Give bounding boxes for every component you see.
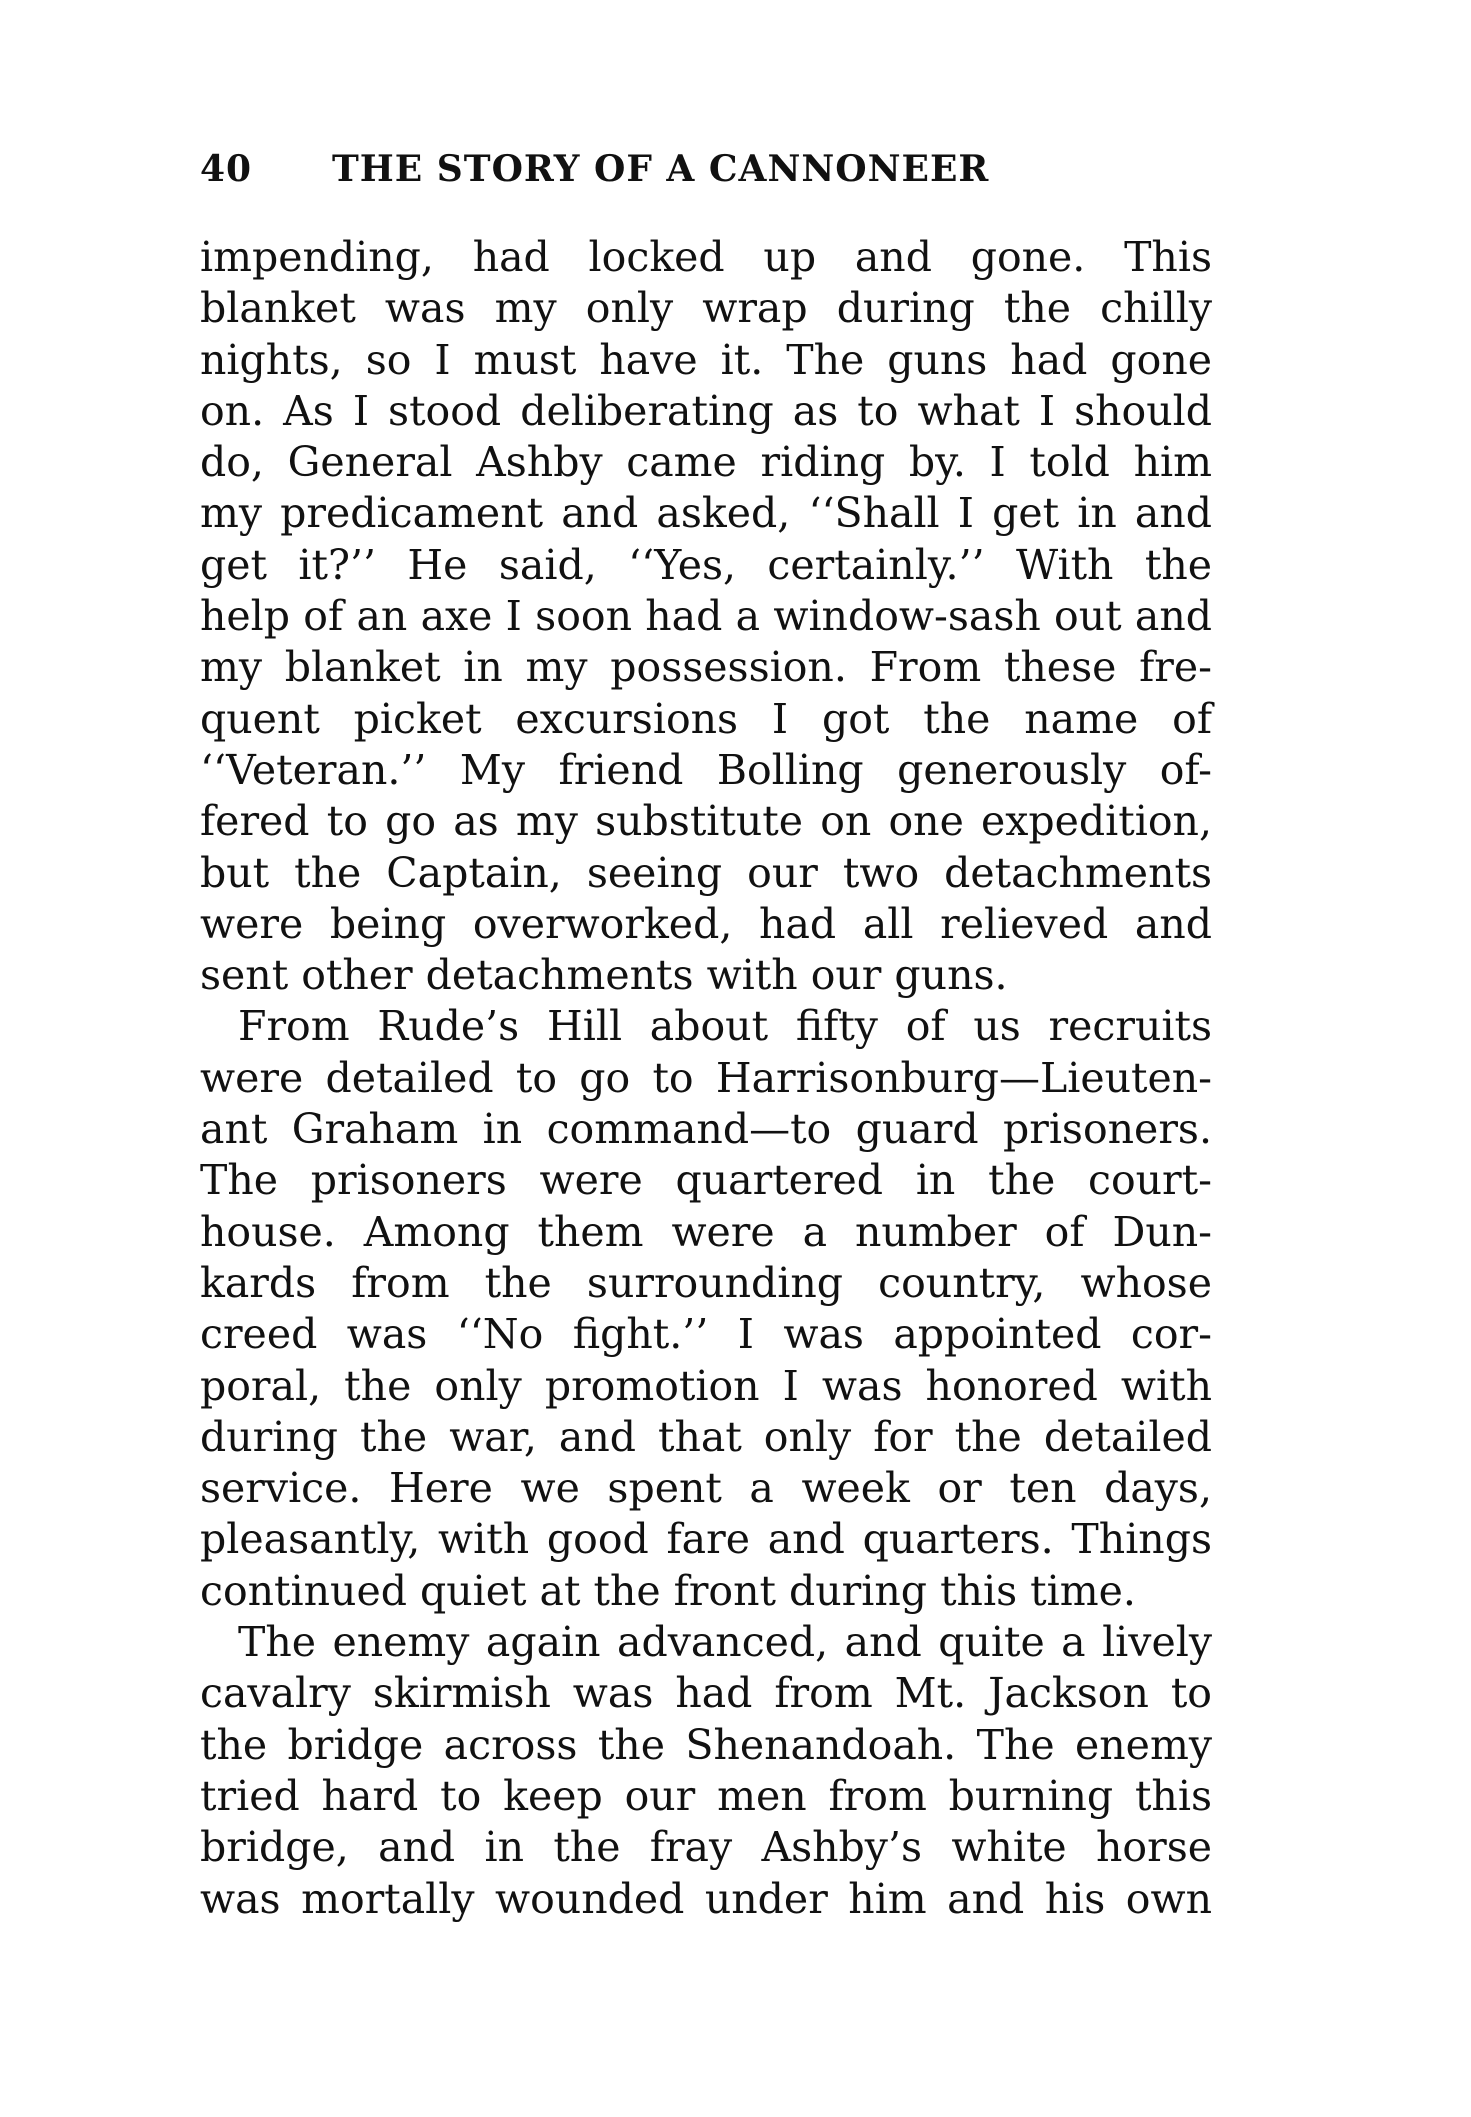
text-line: were being overworked, had all relieved and [200, 899, 1212, 948]
text-line: house. Among them were a number of Dun- [200, 1207, 1212, 1256]
running-title: THE STORY OF A CANNONEER [332, 148, 990, 190]
text-line: service. Here we spent a week or ten days, [200, 1464, 1212, 1513]
text-line: The enemy again advanced, and quite a lively [238, 1618, 1212, 1667]
paragraph [200, 1617, 1212, 1925]
text-line: do, General Ashby came riding by. I told him [200, 438, 1212, 487]
text-line: but the Captain, seeing our two detachments [200, 848, 1212, 897]
page-number: 40 [200, 148, 253, 190]
text-line: were detailed to go to Harrisonburg—Lieuten- [200, 1053, 1212, 1102]
text-line: creed was ‘‘No fight.’’ I was appointed cor- [200, 1310, 1212, 1359]
text-line: bridge, and in the fray Ashby’s white horse [200, 1823, 1212, 1872]
text-line: on. As I stood deliberating as to what I should [200, 386, 1212, 435]
text-line: nights, so I must have it. The guns had gone [200, 335, 1212, 384]
running-header [200, 148, 1210, 208]
text-line: was mortally wounded under him and his own [200, 1874, 1212, 1923]
text-line: get it?’’ He said, ‘‘Yes, certainly.’’ With the [200, 540, 1212, 589]
text-line: pleasantly, with good fare and quarters. Things [200, 1515, 1212, 1564]
text-line: The prisoners were quartered in the court- [200, 1156, 1212, 1205]
text-line: cavalry skirmish was had from Mt. Jackson to [200, 1669, 1212, 1718]
text-line: the bridge across the Shenandoah. The enemy [200, 1720, 1212, 1769]
body-text [200, 232, 1212, 1925]
text-line: help of an axe I soon had a window-sash out and [200, 592, 1212, 641]
text-line: my predicament and asked, ‘‘Shall I get in and [200, 489, 1212, 538]
text-line: ‘‘Veteran.’’ My friend Bolling generously of- [200, 745, 1212, 794]
text-line: ant Graham in command—to guard prisoners. [200, 1105, 1212, 1154]
paragraph [200, 232, 1212, 1001]
text-line: during the war, and that only for the detailed [200, 1412, 1212, 1461]
text-line: fered to go as my substitute on one expedition, [200, 797, 1212, 846]
text-line: poral, the only promotion I was honored with [200, 1361, 1212, 1410]
text-line: tried hard to keep our men from burning this [200, 1771, 1212, 1820]
text-line: kards from the surrounding country, whose [200, 1258, 1212, 1307]
text-line: From Rude’s Hill about fifty of us recruits [238, 1002, 1212, 1051]
text-line: quent picket excursions I got the name of [200, 694, 1212, 743]
text-line: blanket was my only wrap during the chilly [200, 284, 1212, 333]
text-line: my blanket in my possession. From these fre- [200, 643, 1212, 692]
text-line: sent other detachments with our guns. [200, 951, 1008, 1000]
text-line: impending, had locked up and gone. This [200, 233, 1212, 281]
text-line: continued quiet at the front during this time. [200, 1566, 1136, 1615]
paragraph [200, 1001, 1212, 1617]
